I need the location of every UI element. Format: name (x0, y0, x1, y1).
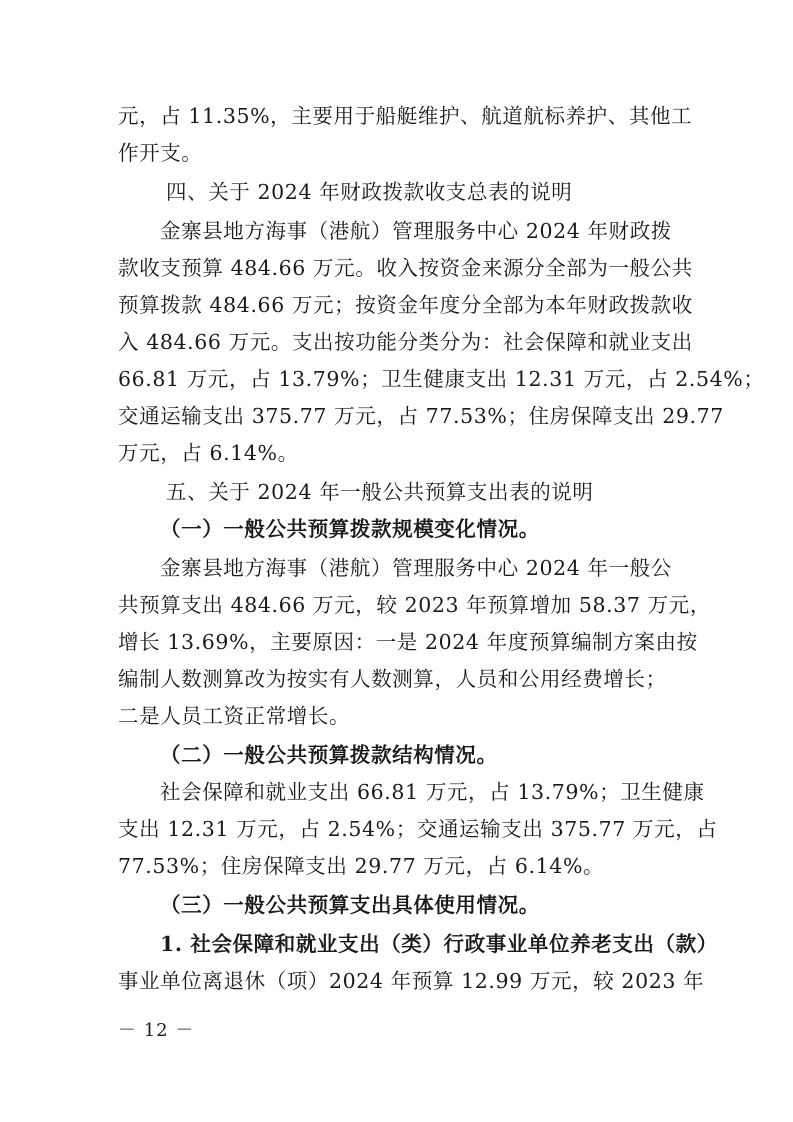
paragraph-line: 事业单位离退休（项）2024 年预算 12.99 万元，较 2023 年 (118, 969, 705, 993)
paragraph-line: 金寨县地方海事（港航）管理服务中心 2024 年一般公 (160, 556, 672, 580)
section-heading: 四、关于 2024 年财政拨款收支总表的说明 (166, 180, 573, 204)
paragraph-line: 支出 12.31 万元，占 2.54%；交通运输支出 375.77 万元，占 (118, 817, 718, 841)
section-heading: 五、关于 2024 年一般公共预算支出表的说明 (166, 480, 594, 504)
paragraph-line: 款收支预算 484.66 万元。收入按资金来源分全部为一般公共 (118, 256, 693, 280)
paragraph-line: 66.81 万元，占 13.79%；卫生健康支出 12.31 万元，占 2.54%； (118, 367, 765, 391)
item-heading: 1. 社会保障和就业支出（类）行政事业单位养老支出（款） (160, 932, 718, 956)
paragraph-line: 作开支。 (118, 141, 203, 165)
paragraph-line: 万元，占 6.14%。 (118, 441, 299, 465)
paragraph-line: 共预算支出 484.66 万元，较 2023 年预算增加 58.37 万元， (118, 593, 711, 617)
page-number: － 12 － (118, 1020, 195, 1041)
paragraph-line: 编制人数测算改为按实有人数测算，人员和公用经费增长； (118, 667, 667, 691)
paragraph-line: 交通运输支出 375.77 万元，占 77.53%；住房保障支出 29.77 (118, 404, 724, 428)
paragraph-line: 元，占 11.35%，主要用于船艇维护、航道航标养护、其他工 (118, 104, 693, 128)
paragraph-line: 77.53%；住房保障支出 29.77 万元，占 6.14%。 (118, 854, 605, 878)
paragraph-line: 社会保障和就业支出 66.81 万元，占 13.79%；卫生健康 (160, 780, 705, 804)
subsection-heading: （三）一般公共预算支出具体使用情况。 (160, 893, 540, 917)
subsection-heading: （一）一般公共预算拨款规模变化情况。 (160, 517, 540, 541)
subsection-heading: （二）一般公共预算拨款结构情况。 (160, 743, 498, 767)
paragraph-line: 金寨县地方海事（港航）管理服务中心 2024 年财政拨 (160, 219, 672, 243)
paragraph-line: 二是人员工资正常增长。 (118, 704, 351, 728)
paragraph-line: 入 484.66 万元。支出按功能分类分为：社会保障和就业支出 (118, 330, 693, 354)
paragraph-line: 增长 13.69%，主要原因：一是 2024 年度预算编制方案由按 (118, 630, 698, 654)
paragraph-line: 预算拨款 484.66 万元；按资金年度分全部为本年财政拨款收 (118, 293, 693, 317)
